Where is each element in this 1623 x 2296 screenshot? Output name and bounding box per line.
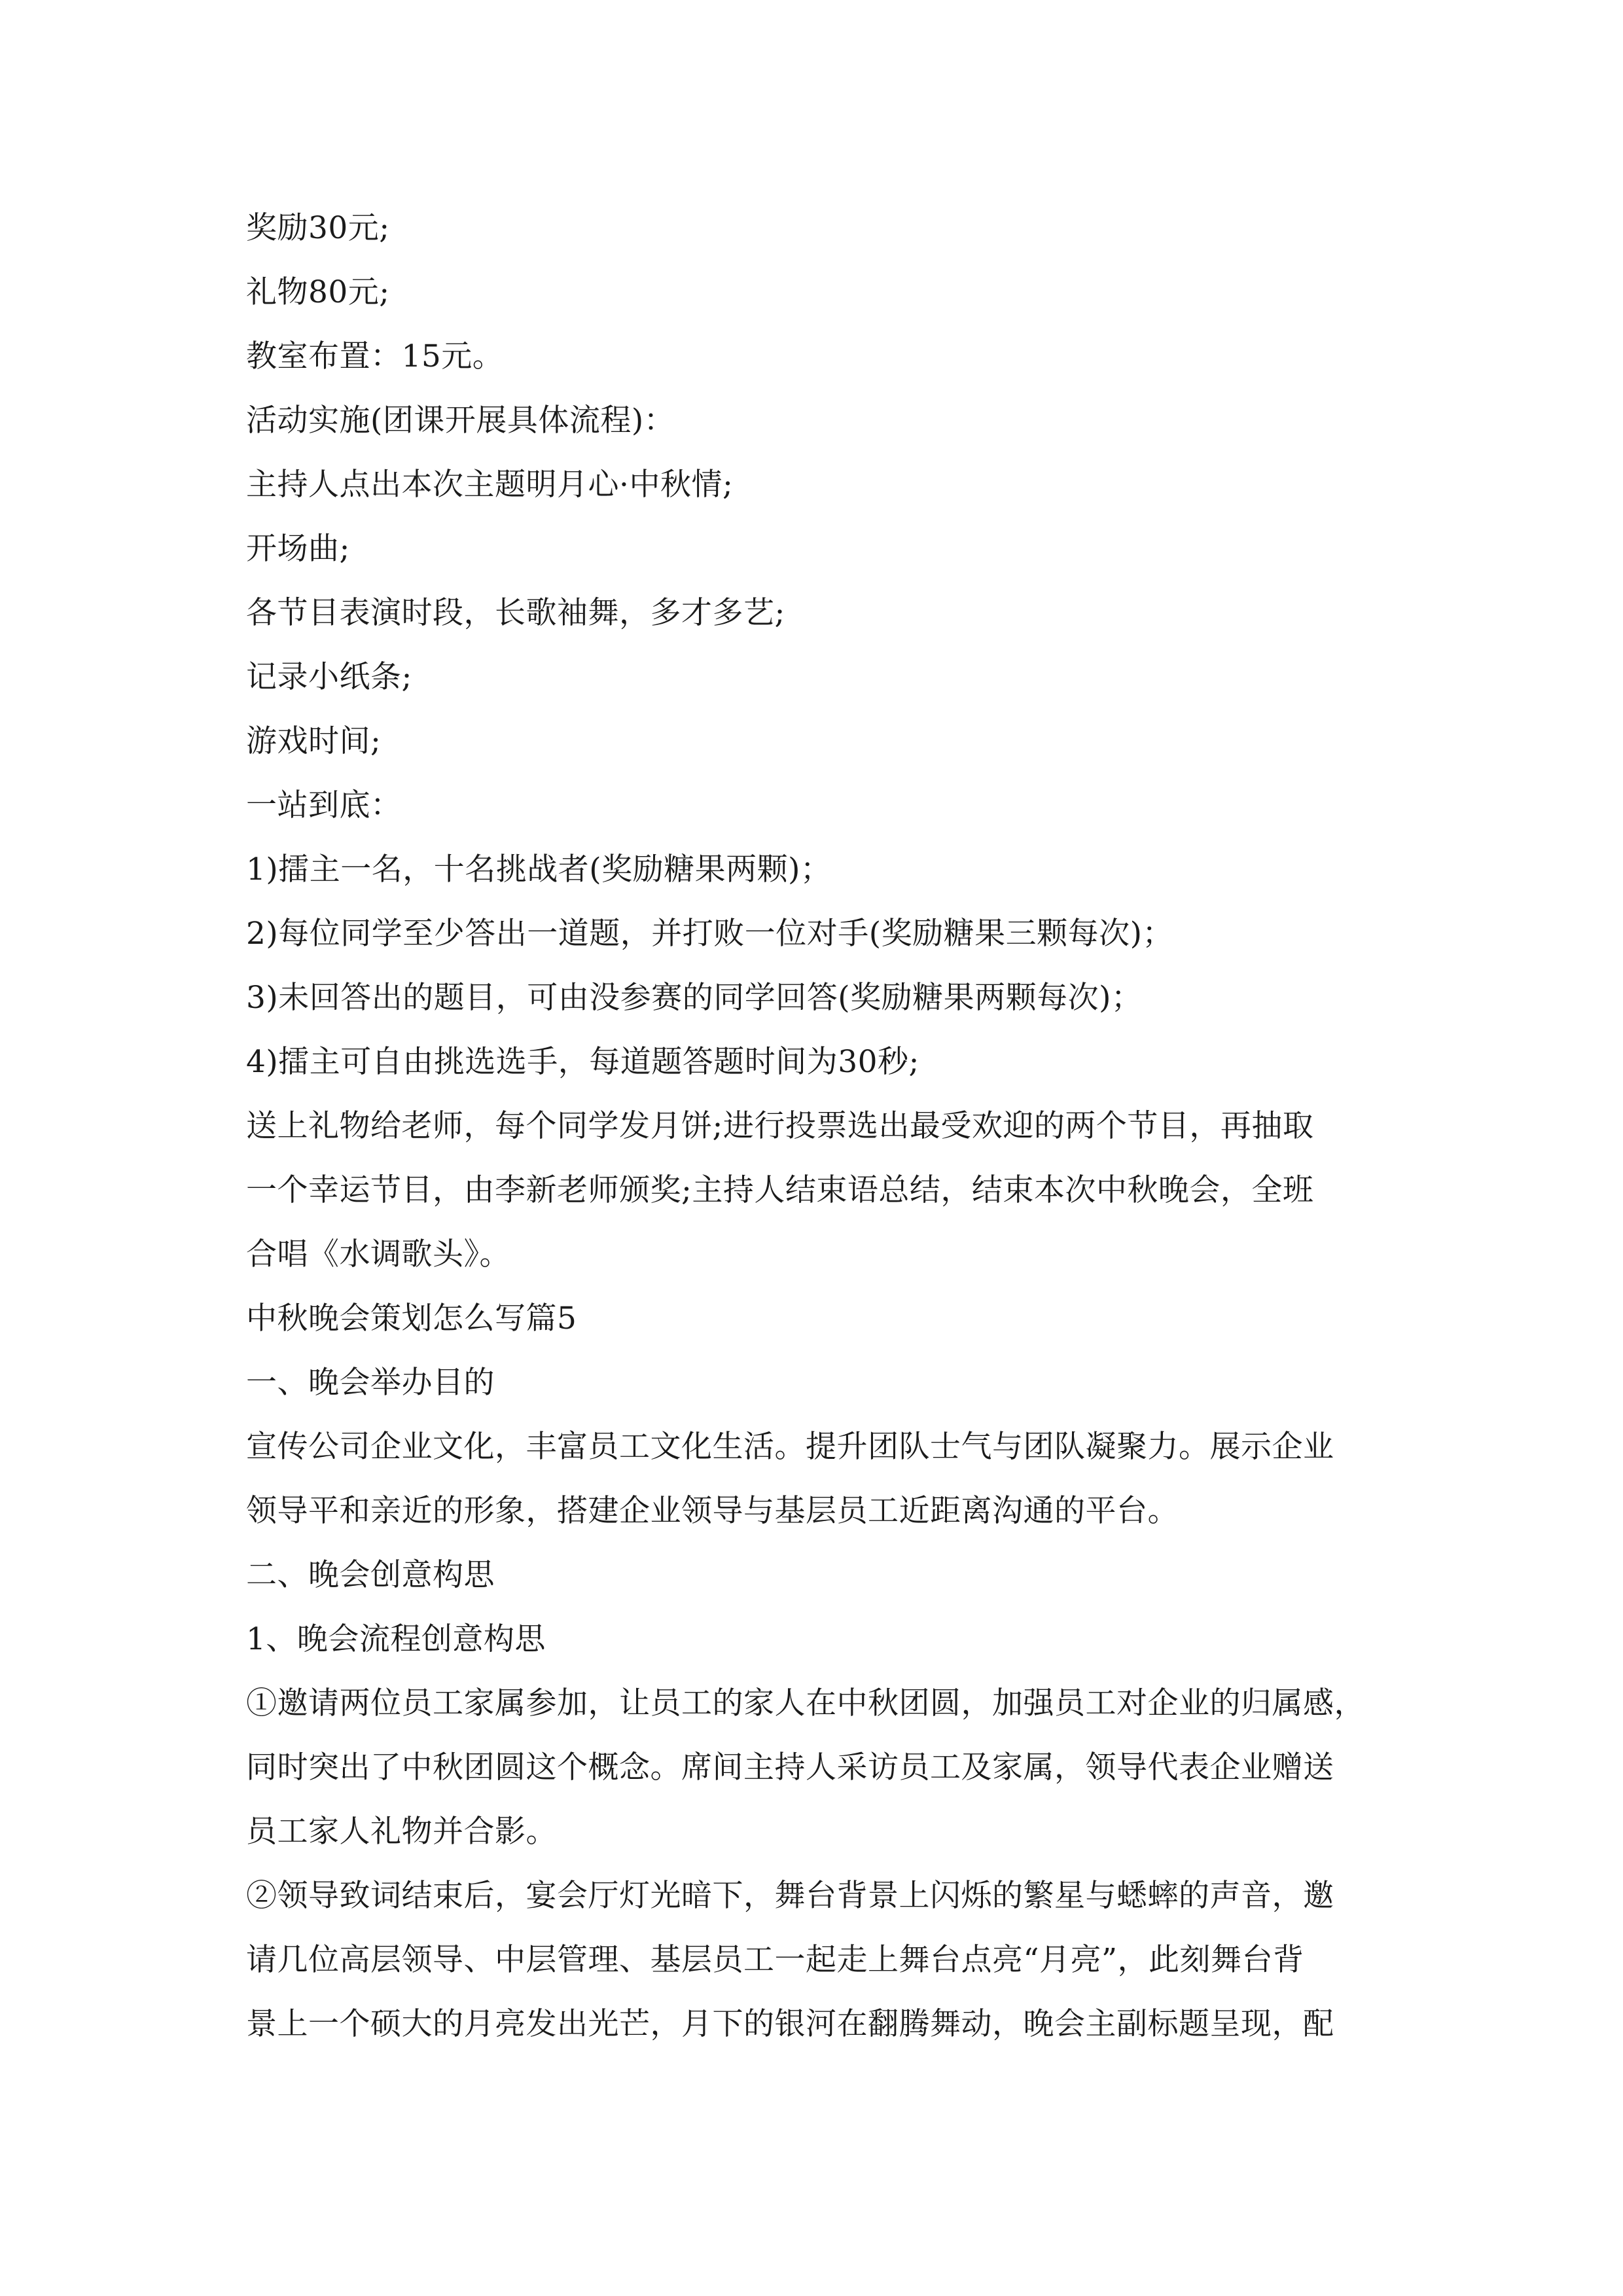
text-line: 领导平和亲近的形象，搭建企业领导与基层员工近距离沟通的平台。 bbox=[246, 1493, 1179, 1529]
text-line: 记录小纸条; bbox=[246, 659, 412, 695]
text-line: 2)每位同学至少答出一道题，并打败一位对手(奖励糖果三颗每次)； bbox=[246, 916, 1173, 952]
text-line: 请几位高层领导、中层管理、基层员工一起走上舞台点亮“月亮”，此刻舞台背 bbox=[246, 1942, 1304, 1978]
text-line: 开场曲; bbox=[246, 531, 350, 567]
section-heading: 二、晚会创意构思 bbox=[246, 1557, 495, 1593]
text-line: 主持人点出本次主题明月心·中秋情; bbox=[246, 467, 734, 503]
text-line: 送上礼物给老师，每个同学发月饼;进行投票选出最受欢迎的两个节目，再抽取 bbox=[246, 1108, 1314, 1144]
text-line: ①邀请两位员工家属参加，让员工的家人在中秋团圆，加强员工对企业的归属感， bbox=[246, 1685, 1365, 1721]
text-line: 教室布置：15元。 bbox=[246, 338, 504, 374]
text-line: 景上一个硕大的月亮发出光芒，月下的银河在翻腾舞动，晚会主副标题呈现，配 bbox=[246, 2006, 1334, 2042]
text-line: 3)未回答出的题目，可由没参赛的同学回答(奖励糖果两颗每次)； bbox=[246, 980, 1143, 1016]
document-body bbox=[246, 196, 1380, 2056]
text-line: 奖励30元; bbox=[246, 210, 390, 246]
text-line: 员工家人礼物并合影。 bbox=[246, 1814, 557, 1850]
text-line: 各节目表演时段，长歌袖舞，多才多艺; bbox=[246, 595, 785, 631]
text-line: 4)擂主可自由挑选选手，每道题答题时间为30秒; bbox=[246, 1044, 919, 1080]
text-line: ②领导致词结束后，宴会厅灯光暗下，舞台背景上闪烁的繁星与蟋蟀的声音，邀 bbox=[246, 1878, 1334, 1914]
text-line: 活动实施(团课开展具体流程)： bbox=[246, 403, 675, 439]
text-line: 合唱《水调歌头》。 bbox=[246, 1236, 510, 1272]
text-line: 1)擂主一名，十名挑战者(奖励糖果两颗)； bbox=[246, 852, 832, 888]
subsection-heading: 1、晚会流程创意构思 bbox=[246, 1621, 546, 1657]
text-line: 一个幸运节目，由李新老师颁奖;主持人结束语总结，结束本次中秋晚会，全班 bbox=[246, 1172, 1314, 1208]
text-line: 一站到底： bbox=[246, 787, 402, 823]
section-heading: 中秋晚会策划怎么写篇5 bbox=[246, 1300, 577, 1336]
text-line: 宣传公司企业文化，丰富员工文化生活。提升团队士气与团队凝聚力。展示企业 bbox=[246, 1429, 1334, 1465]
text-line: 游戏时间; bbox=[246, 723, 382, 759]
text-line: 同时突出了中秋团圆这个概念。席间主持人采访员工及家属，领导代表企业赠送 bbox=[246, 1749, 1334, 1785]
section-heading: 一、晚会举办目的 bbox=[246, 1365, 495, 1401]
text-line: 礼物80元; bbox=[246, 274, 390, 310]
